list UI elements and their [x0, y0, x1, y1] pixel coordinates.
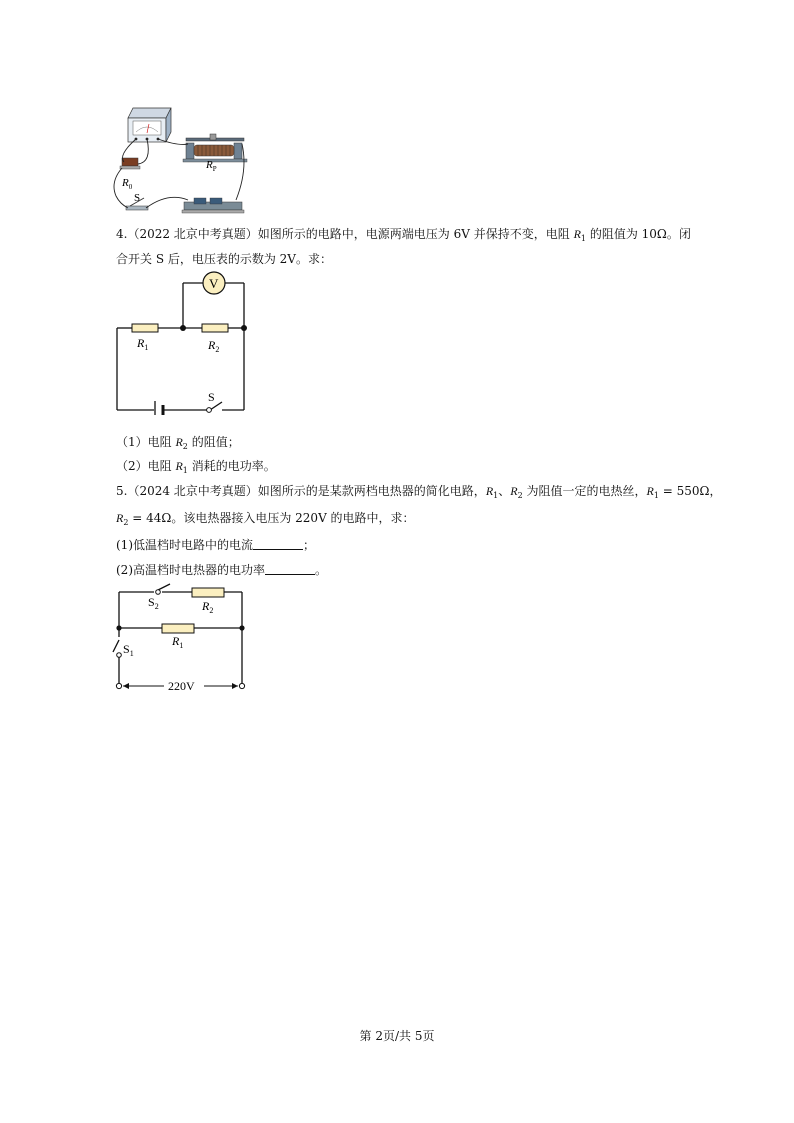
q5-sub2-end: 。 [315, 563, 328, 577]
apparatus-r0-label: $R_0$ [122, 177, 133, 191]
q4-circuit-figure [112, 270, 252, 415]
q5-line1 [116, 483, 722, 504]
q4-r1-subscript: 1 [580, 234, 586, 243]
q5-r2-label: $R_2$ [202, 599, 214, 615]
q5-r2-subscript: 2 [517, 491, 523, 500]
q4-line2: 合开关 S 后，电压表的示数为 2V。求： [116, 252, 332, 266]
q5-s1-label: $S_1$ [123, 642, 134, 658]
q4-sub1-tail: 的阻值； [187, 435, 240, 449]
q4-sub2 [116, 458, 276, 479]
q4-r1-symbol: R [573, 227, 581, 241]
q5-r1-label: $R_1$ [172, 634, 184, 650]
apparatus-rp-label: $R_P$ [206, 159, 217, 173]
q4-sub2-tail: 消耗的电功率。 [187, 459, 276, 473]
q5-r2-value-subscript: 2 [123, 518, 129, 527]
q5-sub1-end: ； [303, 538, 316, 552]
q5-sub2 [116, 562, 327, 578]
q5-sub1-text: (1)低温档时电路中的电流 [116, 538, 253, 552]
q5-r1-symbol: R [485, 484, 494, 498]
q4-line1-text: 4.（2022 北京中考真题）如图所示的电路中，电源两端电压为 6V 并保持不变，电阻 [116, 227, 574, 241]
q4-r2-label: $R_2$ [208, 338, 220, 354]
q5-voltage-label: 220V [168, 679, 195, 693]
q4-r1-label: $R_1$ [137, 336, 149, 352]
q5-r1-value-symbol: R [646, 484, 654, 498]
q5-sub2-answer-blank[interactable] [265, 563, 315, 575]
page-footer: 第 2页/共 5页 [359, 1029, 435, 1043]
q4-voltmeter-label: V [209, 276, 219, 291]
q4-line1-tail: 的阻值为 10Ω。闭 [586, 227, 691, 241]
q5-sub1 [116, 537, 315, 553]
q5-line1-text: 5.（2024 北京中考真题）如图所示的是某款两档电热器的简化电路， [116, 484, 486, 498]
q4-sub2-subscript: 1 [182, 466, 188, 475]
q5-r1-subscript: 1 [493, 491, 499, 500]
q4-sub2-prefix: （2）电阻 [116, 459, 176, 473]
q4-switch-label: S [208, 390, 215, 404]
q5-separator: 、 [498, 484, 511, 498]
q4-sub1 [116, 434, 240, 455]
q5-r2-symbol: R [510, 484, 518, 498]
q5-r1-value-subscript: 1 [653, 491, 659, 500]
q4-line1 [116, 226, 691, 247]
q4-sub1-symbol: R [175, 435, 183, 449]
q5-sub1-answer-blank[interactable] [253, 538, 303, 550]
q4-sub2-symbol: R [175, 459, 183, 473]
q5-circuit-figure [110, 582, 255, 697]
q4-sub1-prefix: （1）电阻 [116, 435, 176, 449]
apparatus-switch-label: S [134, 192, 141, 204]
q5-r2-value-symbol: R [116, 511, 124, 525]
q5-sub2-text: (2)高温档时电热器的电功率 [116, 563, 265, 577]
q5-s2-label: $S_2$ [148, 595, 159, 611]
q5-r1-value: = 550Ω， [658, 484, 722, 498]
q5-line1-middle: 为阻值一定的电热丝， [522, 484, 647, 498]
q4-sub1-subscript: 2 [182, 442, 188, 451]
q5-line2-tail: 。该电热器接入电压为 220V 的电路中，求： [171, 511, 415, 525]
apparatus-figure [108, 100, 248, 216]
q5-line2 [116, 510, 415, 531]
q5-r2-value: = 44Ω [128, 511, 172, 525]
